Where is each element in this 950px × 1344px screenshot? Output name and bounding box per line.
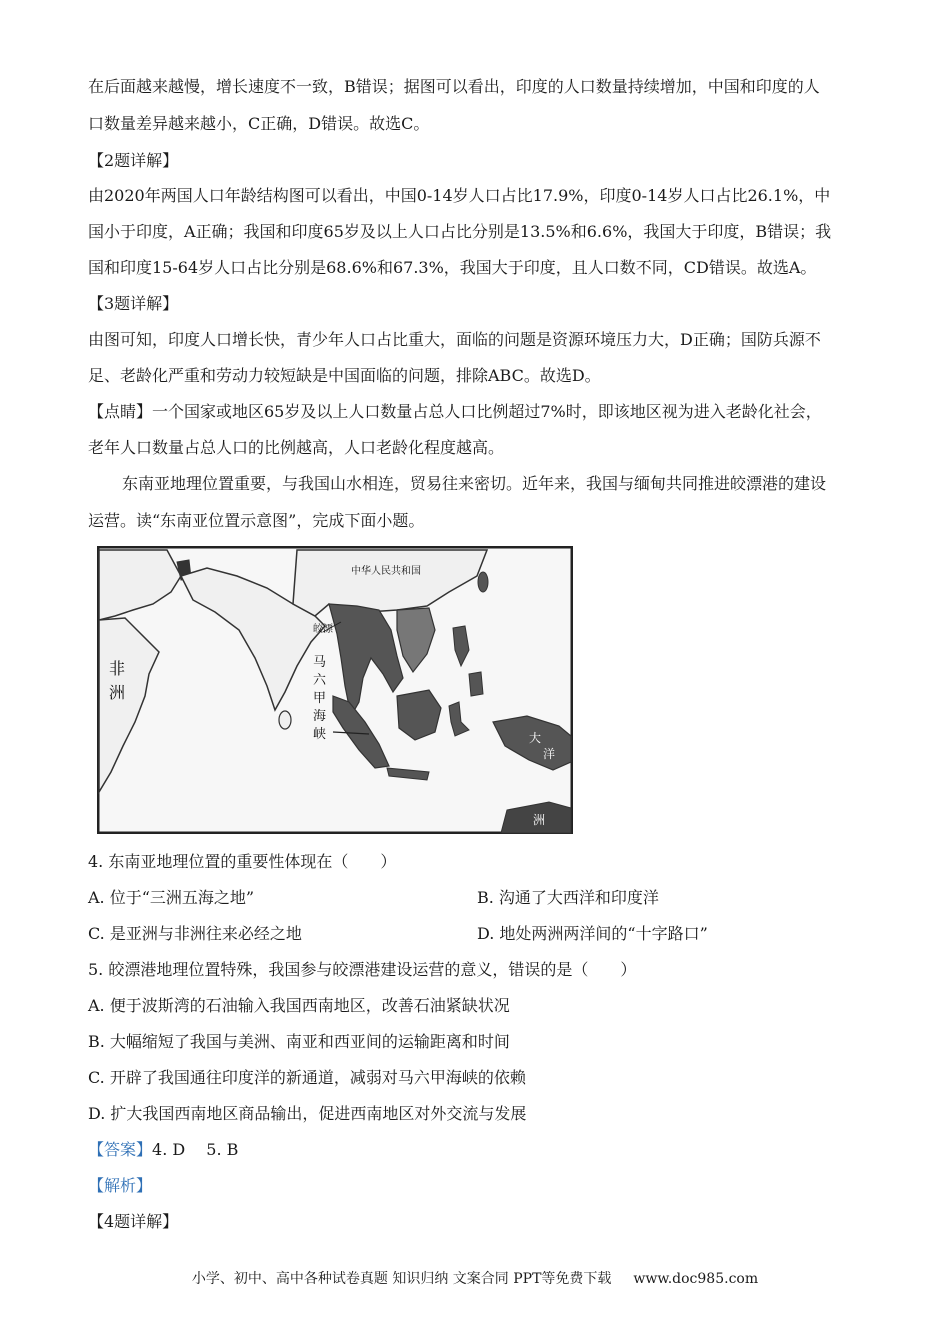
map-label-africa-1: 非 bbox=[109, 659, 126, 678]
answer-line bbox=[88, 1140, 238, 1160]
heading-q2-detail: 【2题详解】 bbox=[88, 151, 179, 170]
footer-url[interactable]: www.doc985.com bbox=[633, 1271, 759, 1287]
map-label-malacca-5: 峡 bbox=[313, 727, 327, 742]
q4-stem: 4. 东南亚地理位置的重要性体现在（ ） bbox=[88, 852, 397, 871]
line-p6: 由图可知，印度人口增长快，青少年人口占比重大，面临的问题是资源环境压力大，D正确；国防兵源不 bbox=[88, 330, 821, 349]
line-p4: 国小于印度，A正确；我国和印度65岁及以上人口占比分别是13.5%和6.6%，我国大于印度，B错误；我 bbox=[88, 222, 832, 241]
heading-q4-detail: 【4题详解】 bbox=[88, 1212, 179, 1231]
intro-line-2: 运营。读“东南亚位置示意图”，完成下面小题。 bbox=[88, 511, 425, 530]
line-p3: 由2020年两国人口年龄结构图可以看出，中国0-14岁人口占比17.9%，印度0-14岁人口占比26.1%，中 bbox=[88, 186, 831, 205]
map-label-malacca-2: 六 bbox=[313, 673, 327, 688]
line-p9: 老年人口数量占总人口的比例越高，人口老龄化程度越高。 bbox=[88, 438, 505, 457]
intro-line-1: 东南亚地理位置重要，与我国山水相连，贸易往来密切。近年来，我国与缅甸共同推进皎漂港的建设 bbox=[122, 474, 827, 493]
map-label-malacca-3: 甲 bbox=[313, 691, 327, 706]
q5-option-b[interactable]: B. 大幅缩短了我国与美洲、南亚和西亚间的运输距离和时间 bbox=[88, 1032, 510, 1051]
map-label-oceania-2: 洋 bbox=[543, 747, 556, 761]
q5-option-c[interactable]: C. 开辟了我国通往印度洋的新通道，减弱对马六甲海峡的依赖 bbox=[88, 1068, 526, 1087]
map-label-oceania-3: 洲 bbox=[533, 813, 546, 827]
q5-option-d[interactable]: D. 扩大我国西南地区商品输出，促进西南地区对外交流与发展 bbox=[88, 1104, 527, 1123]
southeast-asia-map bbox=[97, 546, 573, 834]
line-p5: 国和印度15-64岁人口占比分别是68.6%和67.3%，我国大于印度，且人口数不同，CD错误。故选A。 bbox=[88, 258, 817, 277]
footer bbox=[0, 1270, 950, 1288]
map-label-china: 中华人民共和国 bbox=[351, 566, 421, 577]
analysis-label: 【解析】 bbox=[88, 1176, 153, 1195]
map-label-malacca-1: 马 bbox=[313, 655, 327, 670]
line-p7: 足、老龄化严重和劳动力较短缺是中国面临的问题，排除ABC。故选D。 bbox=[88, 366, 601, 385]
map-label-kyaukpyu: 皎漂 bbox=[313, 624, 333, 635]
map-label-africa-2: 洲 bbox=[109, 683, 126, 702]
heading-q3-detail: 【3题详解】 bbox=[88, 294, 179, 313]
q4-option-d[interactable]: D. 地处两洲两洋间的“十字路口” bbox=[477, 924, 708, 943]
q4-option-c[interactable]: C. 是亚洲与非洲往来必经之地 bbox=[88, 924, 302, 943]
q4-option-a[interactable]: A. 位于“三洲五海之地” bbox=[88, 888, 255, 907]
answer-value: 4. D 5. B bbox=[152, 1140, 239, 1159]
q4-option-b[interactable]: B. 沟通了大西洋和印度洋 bbox=[477, 888, 659, 907]
map-label-malacca-4: 海 bbox=[313, 709, 327, 724]
q5-option-a[interactable]: A. 便于波斯湾的石油输入我国西南地区，改善石油紧缺状况 bbox=[88, 996, 510, 1015]
line-p8: 【点睛】一个国家或地区65岁及以上人口数量占总人口比例超过7%时，即该地区视为进入老龄化社会， bbox=[88, 402, 822, 421]
line-p1: 在后面越来越慢，增长速度不一致，B错误；据图可以看出，印度的人口数量持续增加，中国和印度的人 bbox=[88, 77, 820, 96]
footer-text: 小学、初中、高中各种试卷真题 知识归纳 文案合同 PPT等免费下载 bbox=[191, 1271, 612, 1287]
map-label-oceania-1: 大 bbox=[529, 731, 542, 745]
answer-label: 【答案】 bbox=[88, 1140, 153, 1159]
q5-stem: 5. 皎漂港地理位置特殊，我国参与皎漂港建设运营的意义，错误的是（ ） bbox=[88, 960, 637, 979]
line-p2: 口数量差异越来越小，C正确，D错误。故选C。 bbox=[88, 114, 430, 133]
